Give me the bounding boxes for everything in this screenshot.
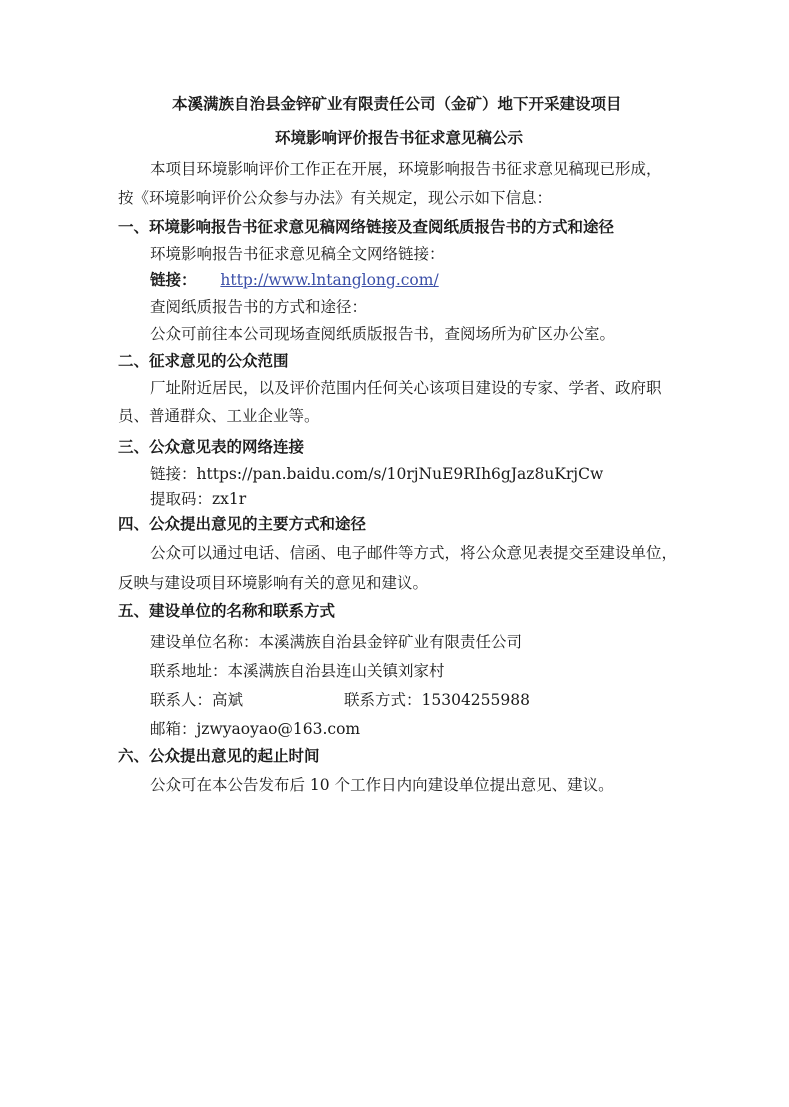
section6-heading: 六、公众提出意见的起止时间 bbox=[118, 747, 320, 765]
section4-text1: 公众可以通过电话、信函、电子邮件等方式，将公众意见表提交至建设单位， bbox=[150, 544, 678, 562]
section1-text3: 公众可前往本公司现场查阅纸质版报告书，查阅场所为矿区办公室。 bbox=[150, 325, 616, 343]
section1-heading: 一、环境影响报告书征求意见稿网络链接及查阅纸质报告书的方式和途径 bbox=[118, 218, 615, 236]
extraction-code: 提取码：zx1r bbox=[150, 490, 247, 508]
section2-text1: 厂址附近居民，以及评价范围内任何关心该项目建设的专家、学者、政府职 bbox=[150, 379, 662, 397]
section1-link-row bbox=[150, 270, 439, 290]
survey-link[interactable]: 链接：https://pan.baidu.com/s/10rjNuE9RIh6gJaz8uKrjCw bbox=[150, 465, 604, 483]
document-title-line2: 环境影响评价报告书征求意见稿公示 bbox=[275, 129, 524, 147]
document-title-line1: 本溪满族自治县金锌矿业有限责任公司（金矿）地下开采建设项目 bbox=[172, 95, 622, 113]
section5-heading: 五、建设单位的名称和联系方式 bbox=[118, 602, 336, 620]
section1-text1: 环境影响报告书征求意见稿全文网络链接： bbox=[150, 245, 445, 263]
section3-heading: 三、公众意见表的网络连接 bbox=[118, 438, 305, 456]
company-name: 建设单位名称：本溪满族自治县金锌矿业有限责任公司 bbox=[150, 633, 523, 651]
section1-link-label: 链接： bbox=[150, 271, 197, 289]
section1-text2: 查阅纸质报告书的方式和途径： bbox=[150, 298, 368, 316]
intro-line1: 本项目环境影响评价工作正在开展，环境影响报告书征求意见稿现已形成， bbox=[150, 160, 662, 178]
section4-heading: 四、公众提出意见的主要方式和途径 bbox=[118, 515, 367, 533]
report-link[interactable]: http://www.lntanglong.com/ bbox=[220, 271, 439, 289]
intro-line2: 按《环境影响评价公众参与办法》有关规定，现公示如下信息： bbox=[118, 189, 553, 207]
company-address: 联系地址：本溪满族自治县连山关镇刘家村 bbox=[150, 662, 445, 680]
section2-heading: 二、征求意见的公众范围 bbox=[118, 352, 289, 370]
section2-text2: 员、普通群众、工业企业等。 bbox=[118, 407, 320, 425]
section4-text2: 反映与建设项目环境影响有关的意见和建议。 bbox=[118, 574, 429, 592]
contact-phone: 联系方式：15304255988 bbox=[344, 691, 530, 709]
contact-email[interactable]: 邮箱：jzwyaoyao@163.com bbox=[150, 720, 361, 738]
contact-person: 联系人：高斌 bbox=[150, 691, 244, 709]
section6-text1: 公众可在本公告发布后 10 个工作日内向建设单位提出意见、建议。 bbox=[150, 776, 614, 794]
